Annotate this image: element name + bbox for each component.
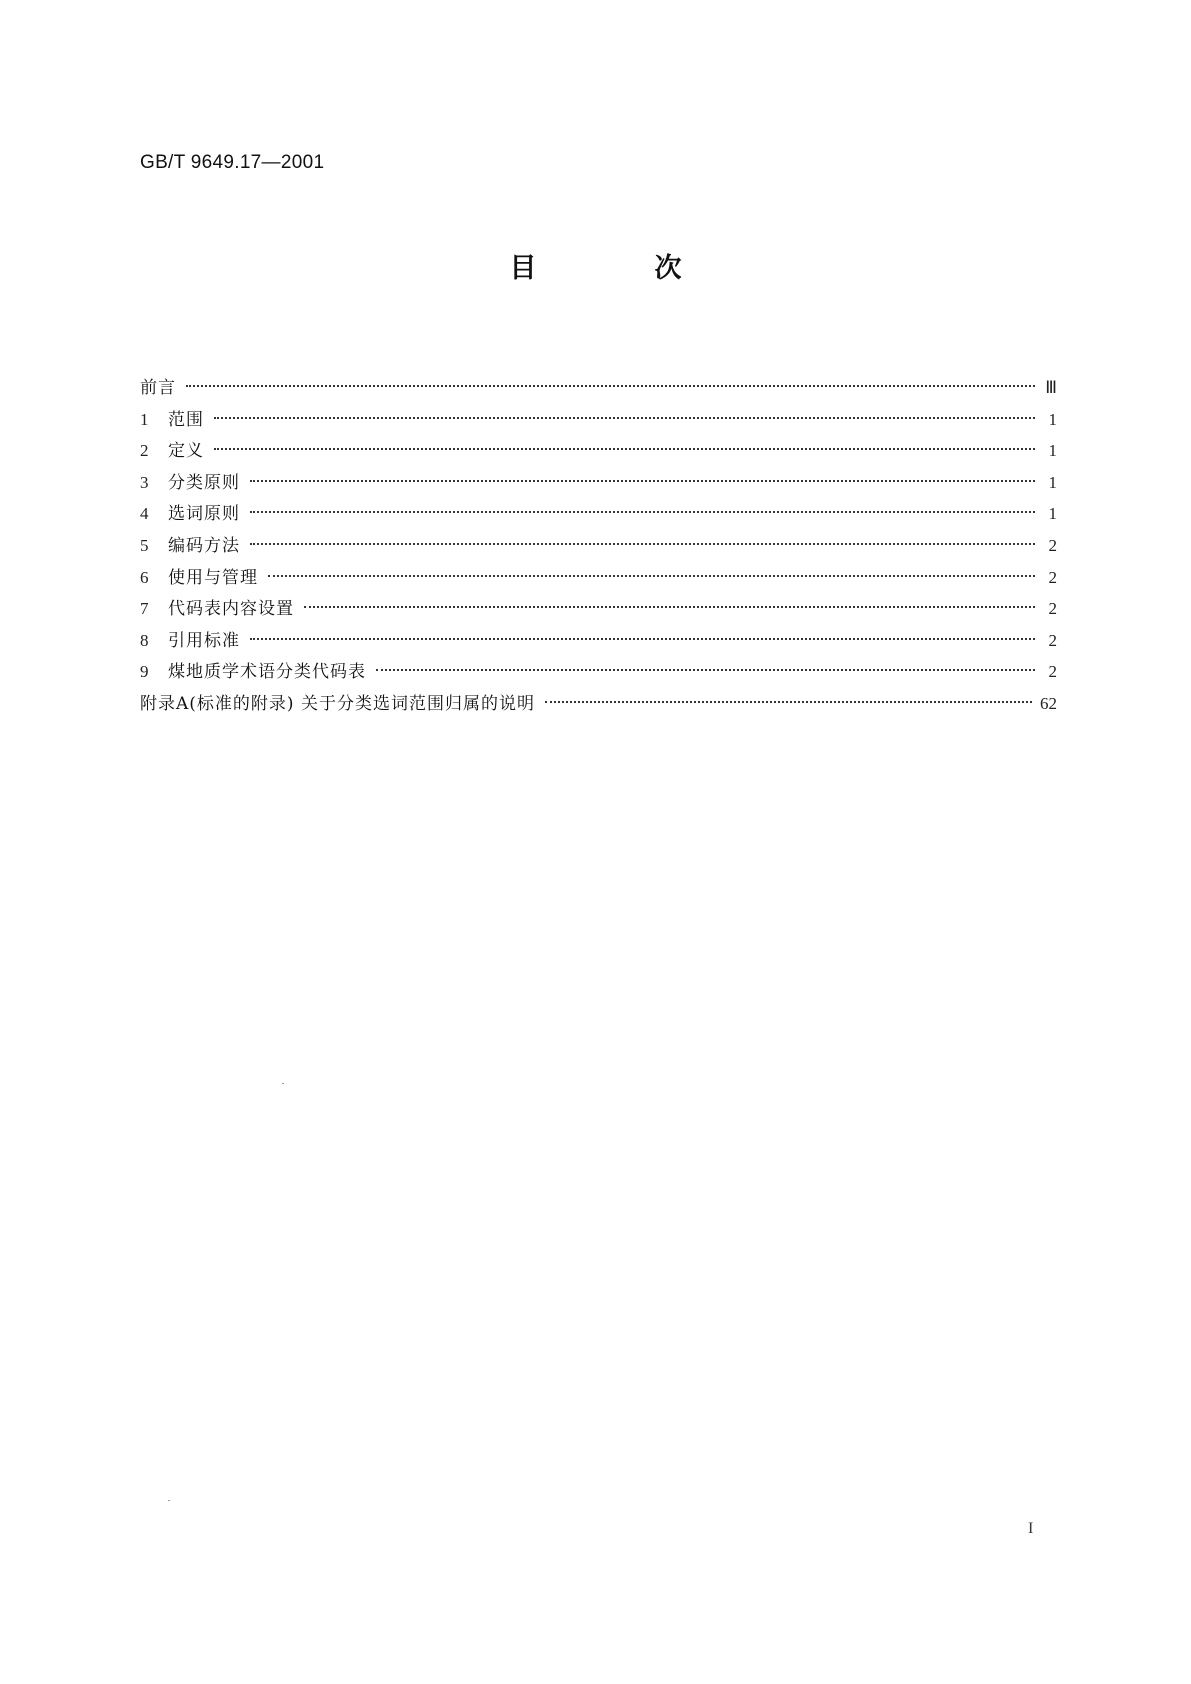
page-title [0, 246, 1191, 285]
toc-entry-title: 煤地质学术语分类代码表 [168, 662, 366, 683]
toc-entry-page: 1 [1048, 441, 1057, 461]
scan-speck [168, 1500, 170, 1501]
toc-entry-page: 2 [1048, 630, 1057, 650]
toc-entry-number: 4 [140, 504, 149, 524]
toc-entry-page: 1 [1048, 504, 1057, 524]
toc-leader-dots [214, 417, 1035, 419]
toc-entry-number: 1 [140, 409, 149, 429]
toc-entry-page: 62 [1040, 693, 1057, 713]
toc-entry-title: 范围 [168, 409, 204, 430]
toc-entry-preface[interactable] [140, 378, 1057, 410]
toc-leader-dots [268, 575, 1035, 577]
toc-entry-6[interactable] [140, 568, 1057, 600]
toc-entry-2[interactable] [140, 441, 1057, 473]
toc-entry-page: 2 [1048, 535, 1057, 555]
toc-entry-page: 2 [1048, 662, 1057, 682]
toc-entry-number: 6 [140, 567, 149, 587]
toc-entry-8[interactable] [140, 631, 1057, 663]
standard-code: GB/T 9649.17—2001 [140, 152, 325, 173]
toc-entry-9[interactable] [140, 662, 1057, 694]
toc-entry-page: 1 [1048, 472, 1057, 492]
toc-entry-title: 选词原则 [168, 504, 240, 525]
toc-entry-number: 2 [140, 441, 149, 461]
toc-leader-dots [214, 448, 1035, 450]
toc-entry-number: 3 [140, 472, 149, 492]
toc-entry-3[interactable] [140, 473, 1057, 505]
toc-leader-dots [250, 480, 1035, 482]
toc-entry-page: 2 [1048, 567, 1057, 587]
toc-entry-title: 使用与管理 [168, 567, 258, 588]
toc-entry-title: 前言 [140, 378, 176, 398]
toc-entry-title: 定义 [168, 441, 204, 462]
toc-entry-4[interactable] [140, 504, 1057, 536]
toc-entry-title: 编码方法 [168, 535, 240, 556]
toc-leader-dots [545, 701, 1032, 703]
title-char-1: 目 [509, 253, 537, 284]
toc-entry-title: 引用标准 [168, 630, 240, 651]
toc-leader-dots [250, 511, 1035, 513]
table-of-contents [140, 378, 1057, 726]
toc-entry-1[interactable] [140, 410, 1057, 442]
toc-entry-7[interactable] [140, 599, 1057, 631]
toc-entry-number: 8 [140, 630, 149, 650]
toc-entry-5[interactable] [140, 536, 1057, 568]
toc-entry-number: 9 [140, 662, 149, 682]
toc-entry-appendix-a[interactable] [140, 694, 1057, 726]
toc-leader-dots [250, 638, 1035, 640]
title-char-2: 次 [654, 253, 682, 284]
toc-entry-page: 2 [1048, 599, 1057, 619]
toc-entry-number: 5 [140, 535, 149, 555]
scan-speck [282, 1083, 284, 1084]
toc-entry-title: 代码表内容设置 [168, 599, 294, 620]
toc-entry-page: 1 [1048, 409, 1057, 429]
toc-leader-dots [376, 669, 1035, 671]
toc-leader-dots [186, 385, 1035, 387]
toc-leader-dots [250, 543, 1035, 545]
toc-leader-dots [304, 606, 1035, 608]
toc-entry-page: Ⅲ [1045, 378, 1057, 397]
toc-entry-title: 分类原则 [168, 472, 240, 493]
toc-entry-title: 附录A(标准的附录) 关于分类选词范围归属的说明 [140, 693, 535, 714]
toc-entry-number: 7 [140, 599, 149, 619]
page-number: I [1028, 1520, 1034, 1537]
